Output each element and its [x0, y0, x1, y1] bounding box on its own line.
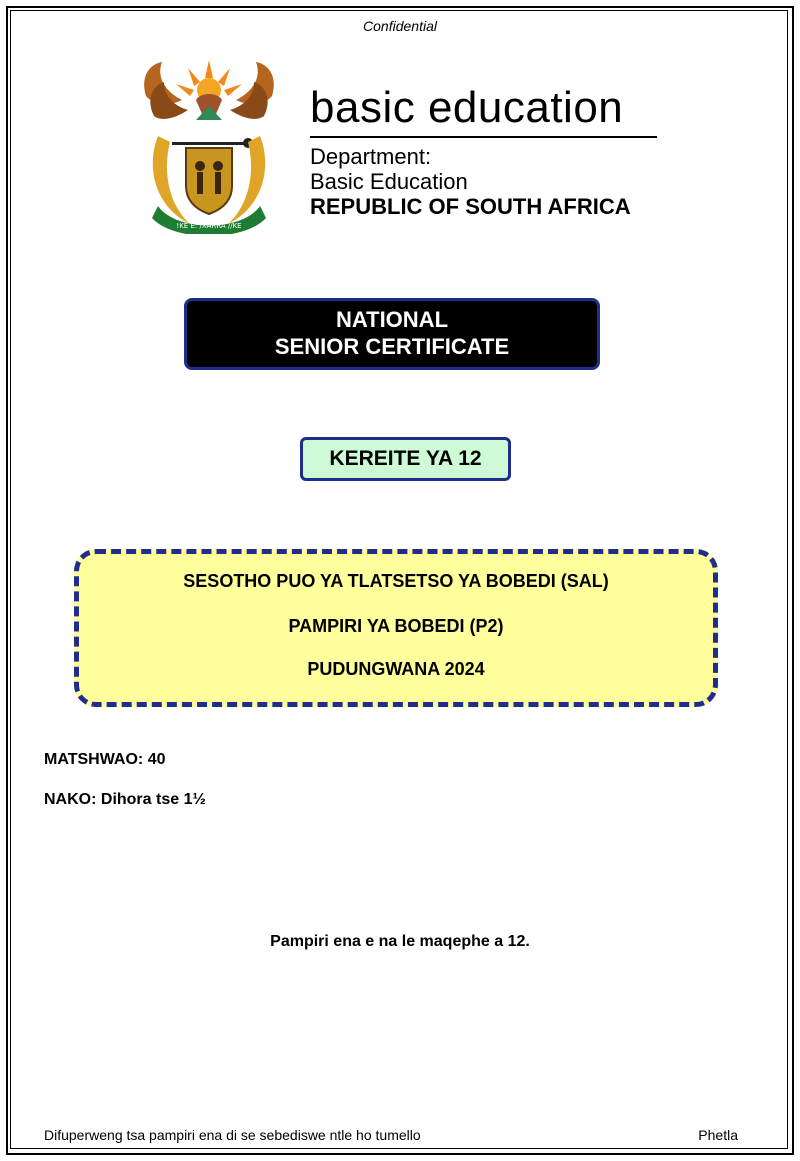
certificate-line-1: NATIONAL: [335, 307, 449, 333]
subject-name: SESOTHO PUO YA TLATSETSO YA BOBEDI (SAL): [183, 571, 609, 591]
grade-badge: KEREITE YA 12: [300, 437, 511, 481]
subject-panel: [74, 549, 718, 707]
total-marks: MATSHWAO: 40: [44, 751, 166, 768]
brand-title: basic education: [310, 83, 624, 132]
department-line-2: Basic Education: [310, 168, 468, 194]
certificate-line-2: SENIOR CERTIFICATE: [274, 334, 510, 359]
brand-divider: [310, 136, 657, 138]
exam-duration: NAKO: Dihora tse 1½: [44, 791, 206, 808]
certificate-banner: [184, 298, 600, 370]
department-name: [310, 145, 468, 194]
turn-over-label: Phetla: [698, 1127, 738, 1143]
country-name: REPUBLIC OF SOUTH AFRICA: [310, 194, 631, 219]
exam-session: PUDUNGWANA 2024: [307, 659, 485, 679]
department-line-1: Department:: [310, 144, 432, 169]
page-count-note: Pampiri ena e na le maqephe a 12.: [270, 933, 530, 950]
paper-number: PAMPIRI YA BOBEDI (P2): [288, 616, 504, 636]
svg-text:!KE E: /XARRA //KE: !KE E: /XARRA //KE: [176, 222, 242, 230]
copyright-notice: Difuperweng tsa pampiri ena di se sebediswe ntle ho tumello: [44, 1127, 421, 1143]
coat-of-arms-logo: [136, 56, 282, 234]
confidential-label: Confidential: [363, 18, 437, 34]
